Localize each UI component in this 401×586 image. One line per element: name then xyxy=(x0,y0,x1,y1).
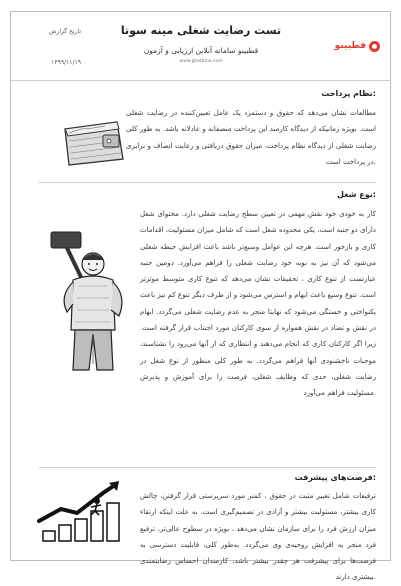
section-body-job-type: کار به خودی خود نقش مهمی در تعیین سطح رضایت شغلی دارد. محتوای شغل دارای دو جنبه است، یکی محدوده شغل است که شامل میزان مسئولیت، اقدامات کاری و بازخور است. هرچه این عوامل وسیع‌تر باشد باعث افزایش حیطه شغلی می‌شود که آن نیز به نوبه خود رضایت شغلی را فراهم می‌آورد. دومین جنبه عبارتست از تنوع کاری ، تحقیقات نشان می‌دهد که تنوع کاری متوسط موثرتر است. تنوع وسیع باعث ابهام و استرس می‌شود و از طرف دیگر تنوع کم نیز باعث یکنواختی و خستگی می‌شود که نهایتا منجر به عدم رضایت شغلی می‌گردد. ابهام در نقش و تضاد در نقش همواره از سوی کارکنان مورد اجتناب قرار گرفته است. زیرا اگر کارکنان کاری که انجام می‌دهند و انتظاری که از آنها می‌رود را نشناسند، موجبات ناخشنودی آنها فراهم می‌گردد. به طور کلی منظور از نوع شغل در رضایت شغلی، حدی که وظایف شغلی، فرصت را برای آموزش و پذیرش مسئولیت فراهم می‌آورد. xyxy=(140,210,376,398)
section-title-payment: نظام پرداخت: xyxy=(321,89,376,98)
report-date-label: تاریخ گزارش xyxy=(49,28,81,35)
logo-text: قطبینو xyxy=(334,41,366,51)
report-header xyxy=(11,12,390,81)
report-page xyxy=(10,11,391,582)
report-date-value: ۱۳۹۹/۱۱/۱۹ xyxy=(51,59,81,66)
section-body-advancement: ترفیعات شامل تغییر مثبت در حقوق ، کمتر مورد سرپرستی قرار گرفتن، چالش کاری بیشتر، مسئولیت بیشتر و آزادی در تصمیم‌گیری است. به علت اینکه ارتقاء میزان ارزش فرد را برای سازمان نشان می‌دهد ، بویژه در سطوح عالی‌تر، ترفیع فرد منجر به افزایش روحیه‌ی وی می‌گردد. به‌طور کلی، قابلیت دسترسی به فرصت‌ها برای پیشرفت هر چقدر بیشتر باشد، کارمندان احساس رضایتمندی بیشتری دارند. xyxy=(140,492,376,582)
growth-stairs-icon xyxy=(33,475,133,549)
header-titles xyxy=(101,24,301,64)
logo-icon xyxy=(369,41,380,52)
section-divider xyxy=(39,467,376,468)
section-divider xyxy=(39,182,376,183)
section-title-job-type: نوع شغل: xyxy=(337,190,376,199)
site-url: www.ghotbino.com xyxy=(179,59,223,64)
section-body-payment: مطالعات نشان می‌دهد که حقوق و دستمزد یک عامل تعیین‌کننده در رضایت شغلی است. بویژه زمانیکه از دیدگاه کارمند این پرداخت منصفانه و عادلانه باشد. به طور کلی رضایت شغلی از دیدگاه نظام پرداخت، میزان حقوق دریافتی و رعایت انصاف و برابری در پرداخت است. xyxy=(126,109,376,166)
report-date-block xyxy=(21,28,81,66)
report-title: تست رضایت شغلی مینه سوتا xyxy=(120,24,282,37)
wallet-icon xyxy=(59,117,129,171)
section-title-advancement: فرصت‌های پیشرفت: xyxy=(294,473,376,482)
report-subtitle: قطبینو سامانه آنلاین ارزیابی و آزمون xyxy=(143,46,259,55)
brand-logo xyxy=(332,39,380,53)
worker-hammer-icon xyxy=(37,224,131,378)
